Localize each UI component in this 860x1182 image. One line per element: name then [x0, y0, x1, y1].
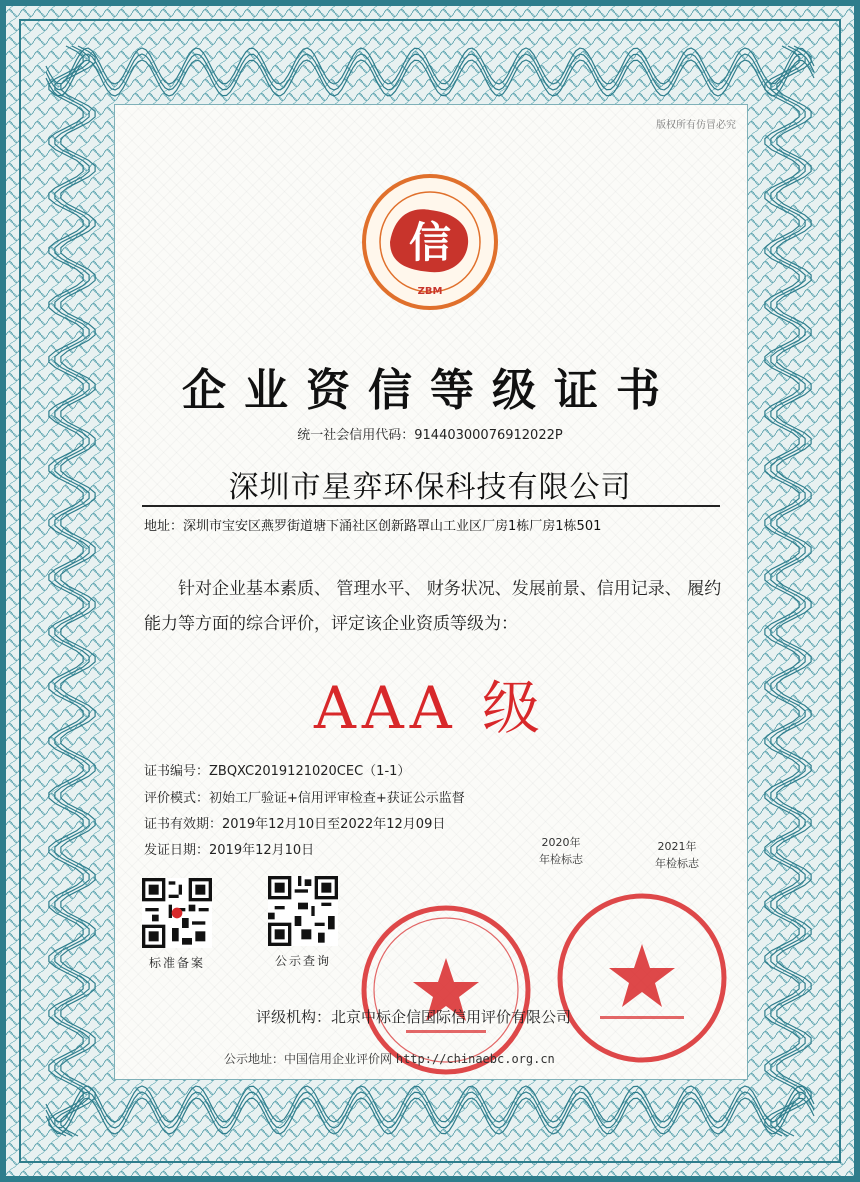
- evaluation-text: 针对企业基本素质、 管理水平、 财务状况、发展前景、信用记录、 履约能力等方面的综合评价，评定该企业资质等级为：: [144, 579, 722, 634]
- annual-inspection-2020: [526, 834, 596, 868]
- annual-inspection-2020-label: 年检标志: [539, 853, 583, 866]
- annual-inspection-2020-year: 2020年: [541, 836, 581, 849]
- issue-date: 发证日期：2019年12月10日: [144, 843, 315, 858]
- certificate-title: 企业资信等级证书: [182, 365, 678, 416]
- credit-code: 统一社会信用代码：91440300076912022P: [297, 428, 563, 443]
- validity-period: 证书有效期：2019年12月10日至2022年12月09日: [144, 817, 446, 832]
- qr-label-public-query: 公示查询: [274, 954, 331, 968]
- svg-text:ZBM: ZBM: [417, 286, 443, 297]
- public-address-url[interactable]: http://chinaebc.org.cn: [395, 1052, 555, 1066]
- annual-inspection-2021-label: 年检标志: [655, 857, 699, 870]
- annual-inspection-2021-year: 2021年: [657, 840, 697, 853]
- rating-agency: 评级机构：北京中标企信国际信用评价有限公司: [256, 1008, 572, 1026]
- credit-rating-emblem-icon: [360, 172, 500, 312]
- qr-code-icon[interactable]: [268, 876, 338, 946]
- public-address-label: 公示地址：中国信用企业评价网: [224, 1052, 393, 1066]
- eval-mode: 评价模式：初始工厂验证+信用评审检查+获证公示监督: [144, 791, 465, 806]
- company-address: 地址：深圳市宝安区燕罗街道塘下涌社区创新路罩山工业区厂房1栋厂房1栋501: [144, 519, 602, 534]
- public-address: [224, 1050, 555, 1067]
- qr-label-standard-filing: 标准备案: [148, 956, 205, 970]
- svg-text:信: 信: [408, 218, 452, 267]
- cert-number: 证书编号：ZBQXC2019121020CEC（1-1）: [144, 764, 411, 779]
- qr-code-icon[interactable]: [142, 878, 212, 948]
- company-name: 深圳市星弈环保科技有限公司: [228, 470, 632, 505]
- official-seal-icon: [554, 890, 730, 1066]
- annual-inspection-2021: [642, 838, 712, 872]
- copyright-notice: 版权所有仿冒必究: [656, 120, 736, 131]
- company-underline: [142, 505, 720, 507]
- credit-grade: AAA 级: [313, 674, 547, 742]
